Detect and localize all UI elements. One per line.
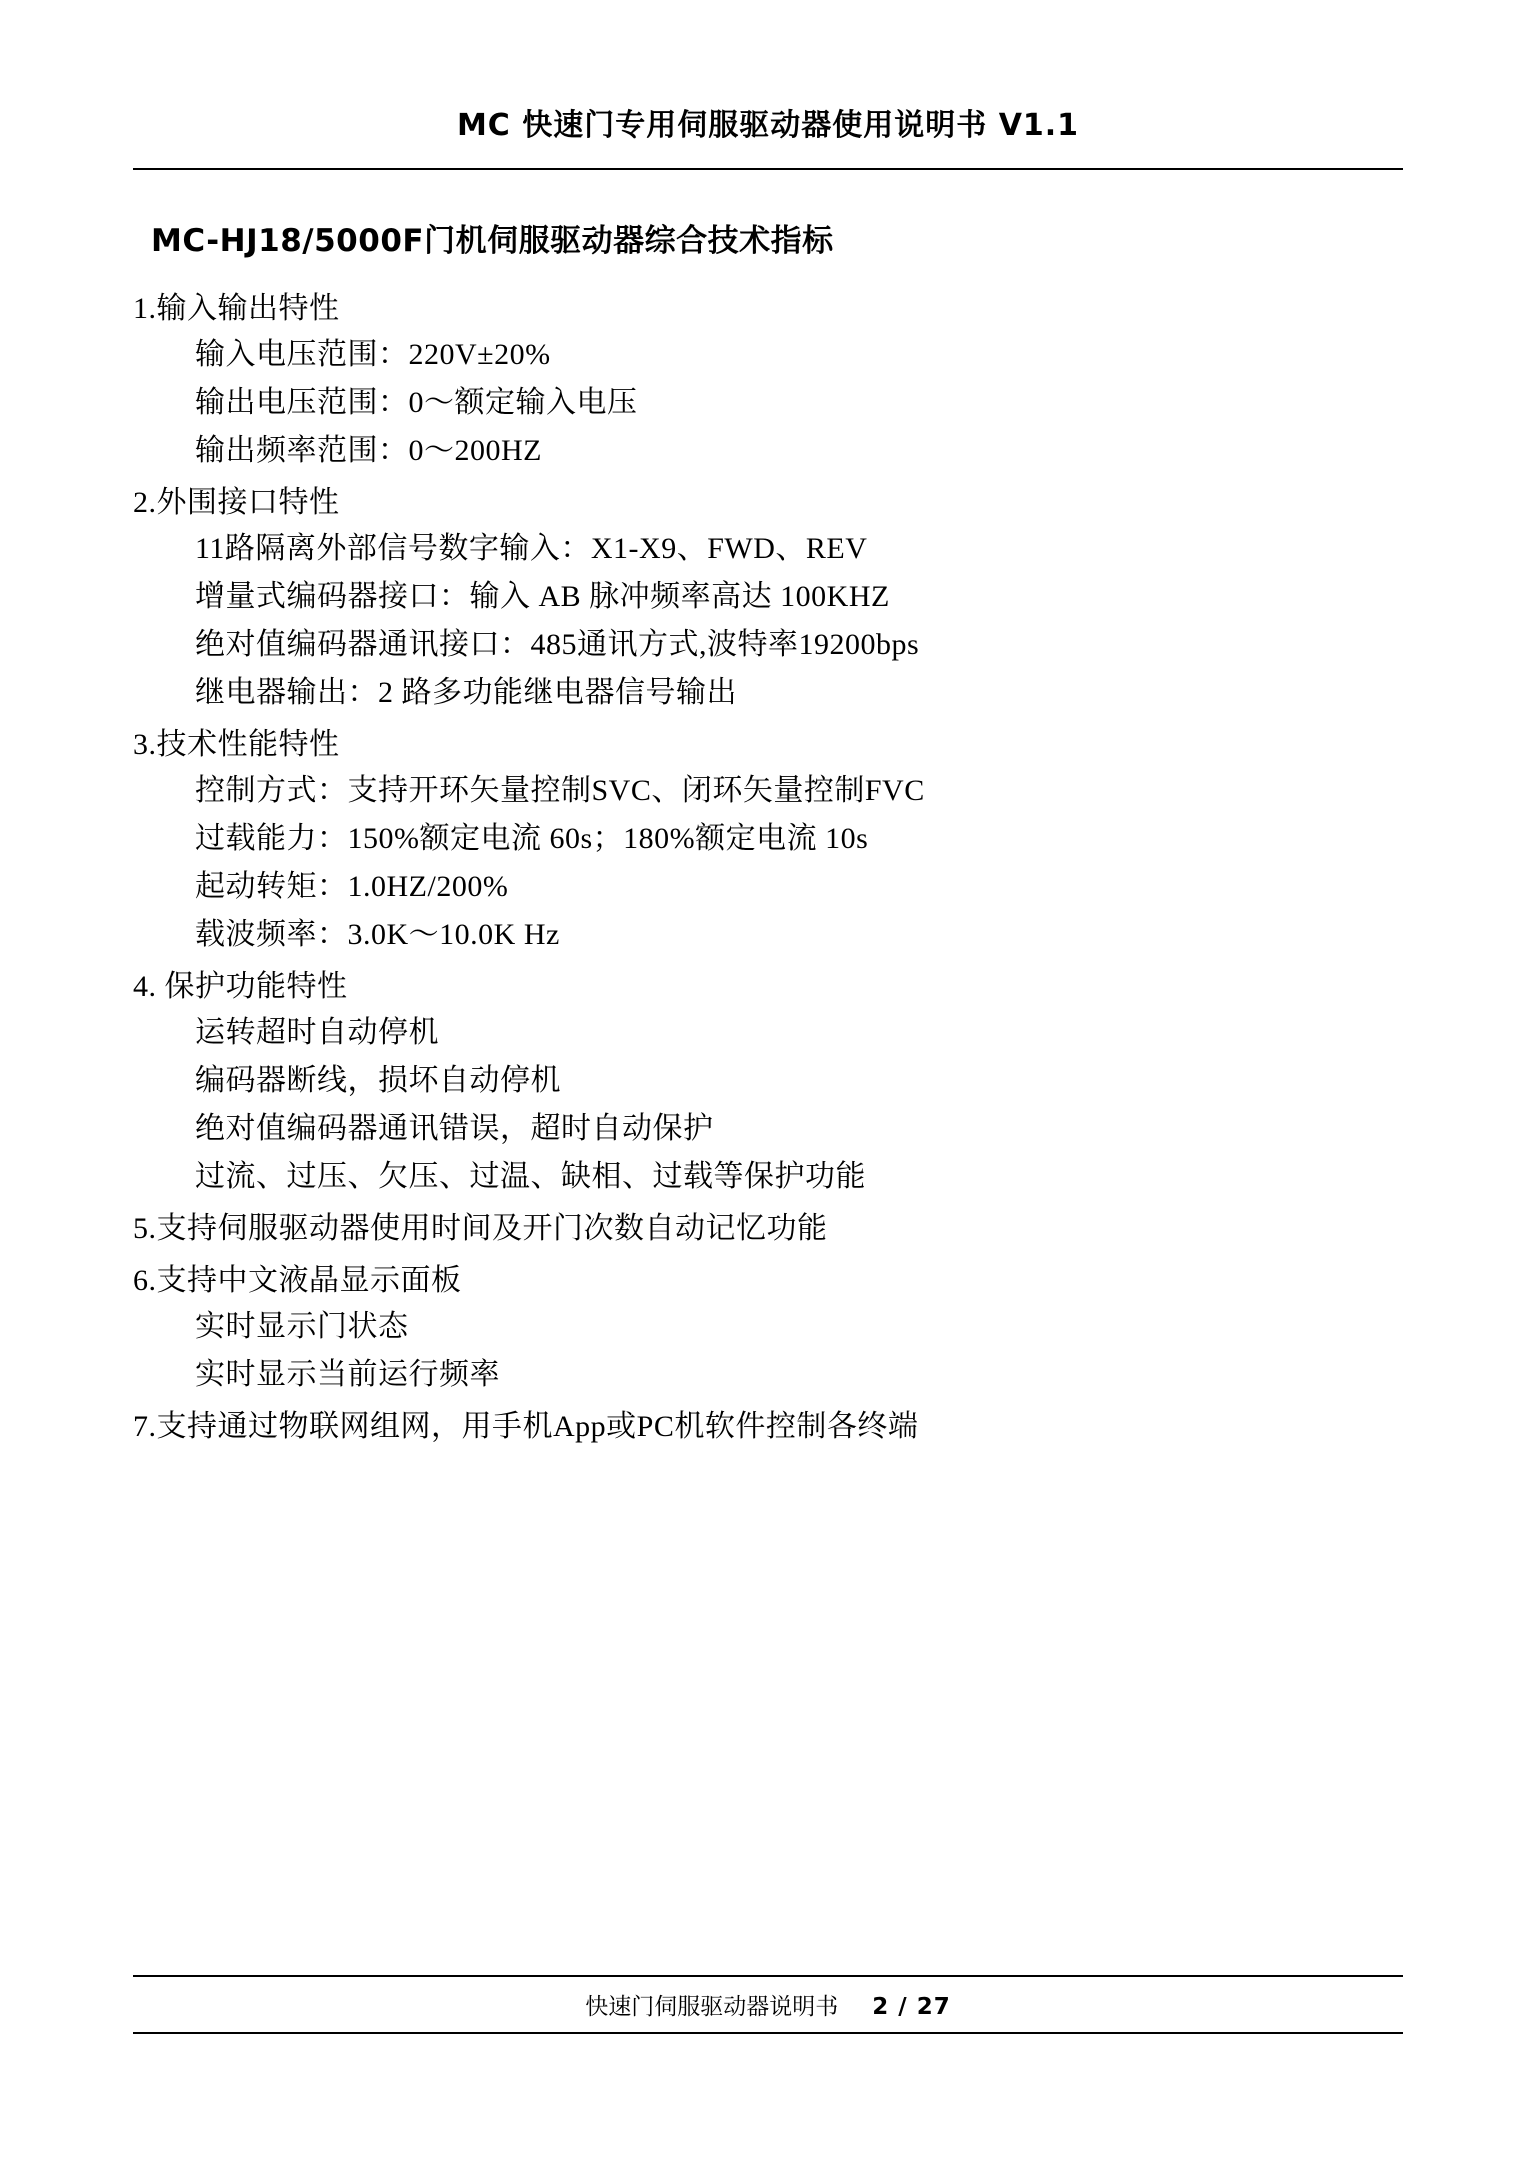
section-heading: 1.输入输出特性 bbox=[133, 292, 340, 325]
document-body bbox=[133, 215, 1413, 1458]
section-item: 编码器断线，损坏自动停机 bbox=[195, 1064, 561, 1097]
footer-divider-bottom bbox=[133, 2032, 1403, 2034]
section-item: 继电器输出：2 路多功能继电器信号输出 bbox=[195, 676, 737, 709]
header-divider bbox=[133, 168, 1403, 170]
header-title: MC 快速门专用伺服驱动器使用说明书 V1.1 bbox=[456, 108, 1080, 143]
section-item: 输出频率范围：0～200HZ bbox=[195, 434, 542, 467]
section-item: 实时显示当前运行频率 bbox=[195, 1358, 500, 1391]
section-item: 输出电压范围：0～额定输入电压 bbox=[195, 386, 638, 419]
section-item: 绝对值编码器通讯错误，超时自动保护 bbox=[195, 1112, 714, 1145]
page-title: MC-HJ18/5000F门机伺服驱动器综合技术指标 bbox=[151, 223, 834, 259]
section-item: 起动转矩：1.0HZ/200% bbox=[195, 870, 509, 903]
footer-divider-top bbox=[133, 1975, 1403, 1977]
section-heading: 4. 保护功能特性 bbox=[133, 970, 348, 1003]
page-footer bbox=[133, 1988, 1403, 2021]
section-item: 增量式编码器接口：输入 AB 脉冲频率高达 100KHZ bbox=[195, 580, 890, 613]
page-header bbox=[133, 108, 1403, 144]
section-item: 载波频率：3.0K～10.0K Hz bbox=[195, 918, 560, 951]
section-heading: 6.支持中文液晶显示面板 bbox=[133, 1264, 462, 1297]
footer-text: 快速门伺服驱动器说明书 bbox=[585, 1994, 839, 2020]
section-heading: 2.外围接口特性 bbox=[133, 486, 340, 519]
section-item: 过流、过压、欠压、过温、缺相、过载等保护功能 bbox=[195, 1160, 866, 1193]
section-item: 输入电压范围：220V±20% bbox=[195, 338, 551, 371]
section-item: 11路隔离外部信号数字输入：X1-X9、FWD、REV bbox=[195, 532, 868, 565]
section-item: 运转超时自动停机 bbox=[195, 1016, 439, 1049]
section-item: 绝对值编码器通讯接口：485通讯方式,波特率19200bps bbox=[195, 628, 920, 661]
section-heading: 3.技术性能特性 bbox=[133, 728, 340, 761]
section-heading: 7.支持通过物联网组网，用手机App或PC机软件控制各终端 bbox=[133, 1410, 919, 1443]
footer-page-number: 2 / 27 bbox=[872, 1994, 951, 2020]
section-heading: 5.支持伺服驱动器使用时间及开门次数自动记忆功能 bbox=[133, 1212, 828, 1245]
section-item: 过载能力：150%额定电流 60s；180%额定电流 10s bbox=[195, 822, 869, 855]
section-item: 实时显示门状态 bbox=[195, 1310, 409, 1343]
section-item: 控制方式：支持开环矢量控制SVC、闭环矢量控制FVC bbox=[195, 774, 925, 807]
